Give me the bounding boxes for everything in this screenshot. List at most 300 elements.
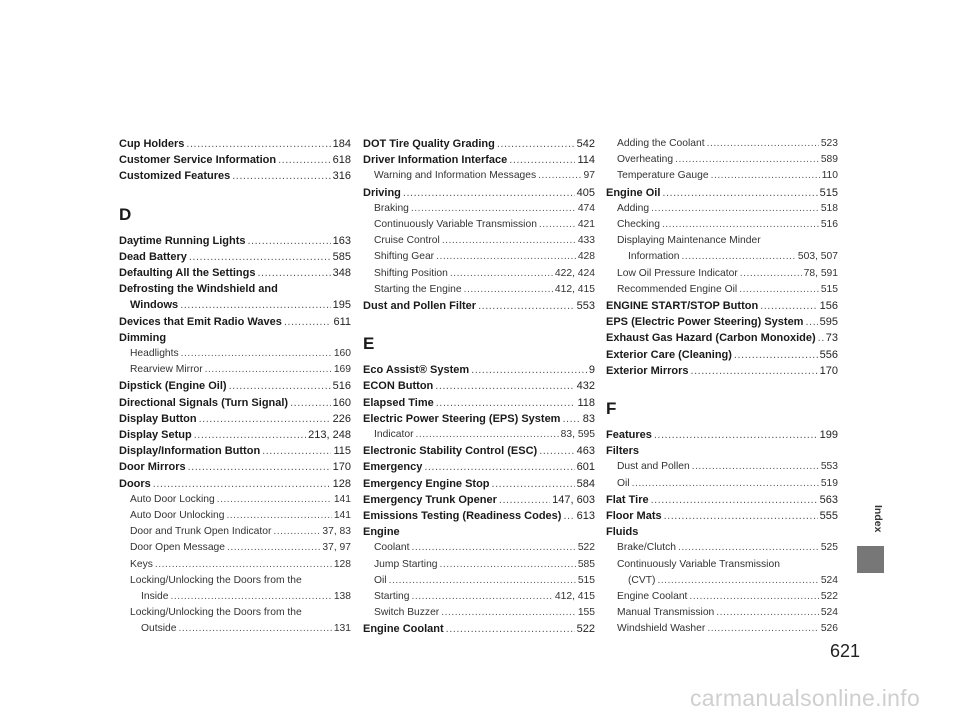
index-entry: [606, 443, 838, 459]
dot-leader: [153, 476, 331, 492]
page-reference[interactable]: 556: [819, 348, 838, 361]
dot-leader: [662, 185, 817, 201]
page-reference[interactable]: 138: [333, 591, 351, 603]
page-reference[interactable]: 463: [576, 445, 595, 458]
index-term: Coolant: [374, 542, 410, 554]
index-term: Engine Coolant: [363, 623, 444, 636]
index-term: Driver Information Interface: [363, 154, 508, 167]
index-column-3: [606, 136, 838, 638]
dot-leader: [734, 347, 818, 363]
dot-leader: [180, 297, 330, 313]
index-subentry: [363, 201, 595, 217]
index-term: Features: [606, 429, 652, 442]
page-reference[interactable]: 147, 603: [552, 493, 595, 506]
index-entry: [363, 378, 595, 394]
index-subentry: [363, 557, 595, 573]
index-term: Brake/Clutch: [617, 542, 676, 554]
index-term: Starting: [374, 591, 410, 603]
index-term: Dipstick (Engine Oil): [119, 380, 227, 393]
index-term: Auto Door Unlocking: [130, 510, 225, 522]
index-entry: [606, 508, 838, 524]
index-term: Display Button: [119, 412, 197, 425]
index-term: Auto Door Locking: [130, 493, 215, 505]
index-entry: [363, 492, 595, 508]
index-term: Defrosting the Windshield and: [119, 283, 278, 296]
page-reference[interactable]: 348: [332, 267, 351, 280]
dot-leader: [189, 249, 331, 265]
index-subentry: [606, 557, 838, 573]
index-entry: [363, 395, 595, 411]
index-entry: [606, 363, 838, 379]
page-reference[interactable]: 115: [333, 445, 351, 458]
dot-leader: [217, 492, 332, 508]
dot-leader: [563, 508, 574, 524]
dot-leader: [440, 557, 576, 573]
dot-leader: [682, 249, 796, 265]
index-term: Overheating: [617, 154, 674, 166]
index-term: Devices that Emit Radio Waves: [119, 315, 282, 328]
page-reference[interactable]: 83, 595: [560, 429, 595, 441]
index-term: Windows: [130, 299, 179, 312]
index-term: Engine Oil: [606, 186, 661, 199]
index-side-tab-label[interactable]: Index: [872, 505, 884, 533]
index-subentry: [363, 282, 595, 298]
page-reference[interactable]: 170: [819, 364, 838, 377]
page-reference[interactable]: 163: [332, 234, 351, 247]
dot-leader: [389, 573, 576, 589]
dot-leader: [436, 249, 576, 265]
index-subentry: [606, 589, 838, 605]
index-entry: [363, 136, 595, 152]
index-entry: [119, 281, 351, 297]
index-subentry: [119, 524, 351, 540]
dot-leader: [181, 346, 332, 362]
index-entry: [119, 136, 351, 152]
index-entry: [606, 314, 838, 330]
page-reference[interactable]: 83: [582, 412, 595, 425]
index-term: Oil: [617, 477, 630, 489]
page-reference[interactable]: 589: [820, 154, 838, 166]
index-term: Inside: [141, 591, 169, 603]
dot-leader: [258, 265, 331, 281]
page-reference[interactable]: 184: [332, 138, 351, 150]
index-column-1: [119, 136, 351, 638]
page-reference[interactable]: 78, 591: [803, 267, 838, 279]
index-entry: [606, 330, 838, 346]
page-reference[interactable]: 542: [576, 138, 595, 150]
dot-leader: [538, 168, 581, 184]
dot-leader: [740, 266, 802, 282]
index-term: Information: [628, 251, 680, 263]
page-reference[interactable]: 412, 415: [554, 591, 595, 603]
dot-leader: [689, 589, 818, 605]
dot-leader: [411, 201, 576, 217]
dot-leader: [707, 136, 819, 152]
page-reference[interactable]: 421: [577, 219, 595, 231]
dot-leader: [403, 185, 575, 201]
dot-leader: [492, 476, 575, 492]
index-subentry: [119, 362, 351, 378]
page-reference[interactable]: 114: [577, 154, 595, 167]
index-term: Displaying Maintenance Minder: [617, 235, 761, 247]
index-term: Door Mirrors: [119, 461, 186, 474]
page-reference[interactable]: 199: [819, 429, 838, 442]
index-subentry: [119, 540, 351, 556]
dot-leader: [662, 217, 819, 233]
index-subentry: [606, 282, 838, 298]
page-reference[interactable]: 131: [333, 623, 351, 635]
index-term: Locking/Unlocking the Doors from the: [130, 574, 302, 586]
index-term: Emergency: [363, 461, 423, 474]
page-reference[interactable]: 110: [821, 170, 838, 182]
index-term: Windshield Washer: [617, 623, 706, 635]
dot-leader: [497, 136, 575, 152]
index-subentry: [363, 168, 595, 184]
dot-leader: [170, 589, 331, 605]
index-term: Recommended Engine Oil: [617, 283, 738, 295]
index-subentry: [606, 605, 838, 621]
page-reference[interactable]: 524: [820, 607, 838, 619]
index-term: Filters: [606, 445, 640, 458]
index-term: Indicator: [374, 429, 414, 441]
page-reference[interactable]: 141: [333, 510, 351, 522]
index-entry: [119, 476, 351, 492]
index-entry: [119, 168, 351, 184]
index-subentry: [119, 492, 351, 508]
page-reference[interactable]: 213, 248: [308, 429, 351, 442]
index-entry: [606, 185, 838, 201]
page-reference[interactable]: 195: [332, 299, 351, 312]
dot-leader: [273, 524, 320, 540]
index-term: Cruise Control: [374, 235, 440, 247]
index-term: Customer Service Information: [119, 154, 277, 167]
index-term: Adding: [617, 202, 650, 214]
index-term: Dust and Pollen: [617, 461, 690, 473]
index-entry: [119, 265, 351, 281]
index-subentry: [119, 589, 351, 605]
index-subentry: [606, 249, 838, 265]
page-reference[interactable]: 515: [819, 186, 838, 199]
dot-leader: [424, 459, 574, 475]
index-entry: [119, 249, 351, 265]
index-entry: [119, 297, 351, 313]
index-term: Braking: [374, 202, 409, 214]
page-reference[interactable]: 522: [820, 591, 838, 603]
index-subentry: [363, 249, 595, 265]
index-entry: [363, 362, 595, 378]
index-term: ENGINE START/STOP Button: [606, 300, 759, 313]
index-entry: [363, 508, 595, 524]
page-reference[interactable]: 503, 507: [797, 251, 838, 263]
index-subentry: [119, 557, 351, 573]
page-reference[interactable]: 128: [332, 477, 351, 490]
index-subentry: [606, 152, 838, 168]
dot-leader: [707, 621, 818, 637]
page-reference[interactable]: 515: [820, 283, 838, 295]
index-term: Headlights: [130, 348, 179, 360]
index-term: Directional Signals (Turn Signal): [119, 396, 289, 409]
page-reference[interactable]: 524: [820, 574, 838, 586]
index-term: Exterior Care (Cleaning): [606, 348, 732, 361]
index-term: Continuously Variable Transmission: [374, 219, 537, 231]
index-term: Doors: [119, 477, 151, 490]
page-reference[interactable]: 611: [333, 315, 351, 328]
index-term: Adding the Coolant: [617, 138, 705, 149]
index-term: Switch Buzzer: [374, 607, 440, 619]
index-subentry: [606, 201, 838, 217]
index-entry: [363, 443, 595, 459]
page-number: 621: [830, 641, 861, 661]
index-subentry: [363, 605, 595, 621]
section-letter-heading: E: [363, 334, 375, 354]
index-term: Keys: [130, 558, 153, 570]
dot-leader: [442, 233, 576, 249]
page-reference[interactable]: 553: [576, 300, 595, 313]
index-subentry: [363, 427, 595, 443]
index-subentry: [606, 136, 838, 152]
dot-leader: [227, 540, 320, 556]
dot-leader: [509, 152, 575, 168]
page-reference[interactable]: 432: [576, 380, 595, 393]
page-reference[interactable]: 160: [333, 348, 351, 360]
dot-leader: [651, 492, 818, 508]
page-reference[interactable]: 37, 97: [322, 542, 351, 554]
index-term: Exterior Mirrors: [606, 364, 689, 377]
index-subentry: [606, 168, 838, 184]
dot-leader: [760, 298, 817, 314]
index-entry: [606, 298, 838, 314]
index-subentry: [119, 573, 351, 589]
index-subentry: [363, 573, 595, 589]
page-reference[interactable]: 555: [819, 510, 838, 523]
index-term: Temperature Gauge: [617, 170, 709, 182]
index-term: Engine Coolant: [617, 591, 688, 603]
dot-leader: [441, 605, 576, 621]
dot-leader: [205, 362, 332, 378]
index-subentry: [119, 605, 351, 621]
index-entry: [119, 427, 351, 443]
index-subentry: [119, 508, 351, 524]
index-term: ECON Button: [363, 380, 434, 393]
index-subentry: [606, 266, 838, 282]
index-term: Door and Trunk Open Indicator: [130, 526, 272, 538]
page-reference[interactable]: 37, 83: [322, 526, 351, 538]
index-subentry: [119, 621, 351, 637]
index-entry: [363, 459, 595, 475]
index-term: Shifting Position: [374, 267, 448, 279]
dot-leader: [711, 168, 820, 184]
watermark: carmanualsonline.info: [690, 685, 921, 711]
index-subentry: [119, 346, 351, 362]
dot-leader: [692, 459, 819, 475]
page-reference[interactable]: 522: [577, 542, 595, 554]
dot-leader: [186, 136, 330, 152]
index-term: Dead Battery: [119, 250, 187, 263]
index-term: EPS (Electric Power Steering) System: [606, 316, 804, 329]
index-entry: [119, 330, 351, 346]
index-entry: [606, 524, 838, 540]
index-term: Rearview Mirror: [130, 364, 203, 376]
page-reference[interactable]: 563: [819, 493, 838, 506]
page-reference[interactable]: 519: [820, 477, 838, 489]
page-reference[interactable]: 618: [332, 154, 351, 167]
page-reference[interactable]: 526: [820, 623, 838, 635]
dot-leader: [678, 540, 819, 556]
index-term: Customized Features: [119, 170, 231, 183]
index-term: Warning and Information Messages: [374, 170, 537, 182]
index-term: Oil: [374, 574, 387, 586]
page-reference[interactable]: 128: [333, 558, 351, 570]
index-term: Electric Power Steering (EPS) System: [363, 412, 561, 425]
page-reference[interactable]: 584: [576, 477, 595, 490]
dot-leader: [284, 314, 332, 330]
index-subentry: [606, 621, 838, 637]
index-term: (CVT): [628, 574, 656, 586]
page-reference[interactable]: 585: [577, 558, 595, 570]
page-reference[interactable]: 169: [333, 364, 351, 376]
index-term: Fluids: [606, 526, 639, 539]
page-reference[interactable]: 156: [819, 300, 838, 313]
dot-leader: [664, 508, 818, 524]
index-entry: [363, 152, 595, 168]
page-reference[interactable]: 522: [576, 623, 595, 636]
dot-leader: [739, 282, 819, 298]
index-entry: [363, 524, 595, 540]
index-term: Eco Assist® System: [363, 364, 470, 377]
index-subentry: [606, 459, 838, 475]
index-entry: [119, 378, 351, 394]
index-subentry: [606, 573, 838, 589]
dot-leader: [248, 233, 331, 249]
index-term: Emissions Testing (Readiness Codes): [363, 510, 562, 523]
dot-leader: [657, 573, 818, 589]
index-term: Jump Starting: [374, 558, 438, 570]
index-subentry: [606, 476, 838, 492]
page-reference[interactable]: 9: [588, 364, 595, 377]
index-entry: [119, 411, 351, 427]
index-term: Dimming: [119, 331, 167, 344]
index-entry: [606, 347, 838, 363]
index-term: Manual Transmission: [617, 607, 715, 619]
page-reference[interactable]: 141: [333, 493, 351, 505]
index-term: Outside: [141, 623, 177, 635]
page-reference[interactable]: 585: [332, 250, 351, 263]
index-term: Flat Tire: [606, 493, 649, 506]
dot-leader: [539, 443, 574, 459]
dot-leader: [471, 362, 587, 378]
page-reference[interactable]: 553: [820, 461, 838, 473]
index-term: Emergency Trunk Opener: [363, 493, 497, 506]
page-reference[interactable]: 525: [820, 542, 838, 554]
dot-leader: [194, 427, 306, 443]
dot-leader: [675, 152, 819, 168]
page-reference[interactable]: 155: [577, 607, 595, 619]
dot-leader: [262, 443, 331, 459]
index-entry: [363, 621, 595, 637]
dot-leader: [632, 476, 819, 492]
index-term: Defaulting All the Settings: [119, 267, 256, 280]
page-reference[interactable]: 160: [332, 396, 351, 409]
page-reference[interactable]: 433: [577, 235, 595, 247]
page-reference[interactable]: 474: [577, 202, 595, 214]
page-reference[interactable]: 518: [820, 202, 838, 214]
index-term: Dust and Pollen Filter: [363, 300, 477, 313]
page-reference[interactable]: 515: [577, 574, 595, 586]
section-letter-heading: D: [119, 204, 132, 224]
index-term: Exhaust Gas Hazard (Carbon Monoxide): [606, 332, 816, 345]
dot-leader: [436, 395, 576, 411]
index-entry: [119, 233, 351, 249]
page-reference[interactable]: 595: [819, 316, 838, 329]
index-subentry: [363, 217, 595, 233]
dot-leader: [539, 217, 576, 233]
index-term: Driving: [363, 186, 401, 199]
dot-leader: [199, 411, 331, 427]
dot-leader: [229, 378, 331, 394]
page-reference[interactable]: 516: [820, 219, 838, 231]
page-reference[interactable]: 226: [332, 412, 351, 425]
index-term: DOT Tire Quality Grading: [363, 138, 495, 150]
index-entry: [119, 459, 351, 475]
dot-leader: [478, 298, 575, 314]
page-reference[interactable]: 405: [576, 186, 595, 199]
dot-leader: [464, 282, 553, 298]
page-reference[interactable]: 428: [577, 251, 595, 263]
index-term: Engine: [363, 526, 400, 539]
index-entry: [606, 427, 838, 443]
page-reference[interactable]: 422, 424: [554, 267, 595, 279]
index-subentry: [363, 540, 595, 556]
page-reference[interactable]: 97: [583, 170, 595, 182]
index-entry: [119, 443, 351, 459]
index-term: Continuously Variable Transmission: [617, 558, 780, 570]
index-entry: [363, 298, 595, 314]
index-entry: [119, 314, 351, 330]
index-term: Cup Holders: [119, 138, 185, 150]
page-reference[interactable]: 412, 415: [554, 283, 595, 295]
dot-leader: [226, 508, 331, 524]
index-entry: [363, 411, 595, 427]
index-term: Starting the Engine: [374, 283, 462, 295]
dot-leader: [446, 621, 575, 637]
dot-leader: [179, 621, 332, 637]
dot-leader: [416, 427, 559, 443]
dot-leader: [654, 427, 818, 443]
index-term: Display/Information Button: [119, 445, 261, 458]
page-reference[interactable]: 170: [332, 461, 351, 474]
index-subentry: [363, 233, 595, 249]
page-reference[interactable]: 523: [820, 138, 838, 149]
index-term: Electronic Stability Control (ESC): [363, 445, 538, 458]
index-term: Checking: [617, 219, 660, 231]
page-reference[interactable]: 516: [332, 380, 351, 393]
dot-leader: [651, 201, 819, 217]
index-side-tab-marker: [857, 546, 884, 573]
index-entry: [363, 185, 595, 201]
dot-leader: [450, 266, 553, 282]
page-reference[interactable]: 73: [825, 332, 838, 345]
dot-leader: [691, 363, 818, 379]
dot-leader: [818, 330, 824, 346]
page-reference[interactable]: 118: [577, 396, 595, 409]
page-reference[interactable]: 601: [576, 461, 595, 474]
index-term: Floor Mats: [606, 510, 662, 523]
page-reference[interactable]: 613: [576, 510, 595, 523]
index-term: Door Open Message: [130, 542, 226, 554]
dot-leader: [188, 459, 331, 475]
dot-leader: [435, 378, 574, 394]
page-reference[interactable]: 316: [332, 170, 351, 183]
